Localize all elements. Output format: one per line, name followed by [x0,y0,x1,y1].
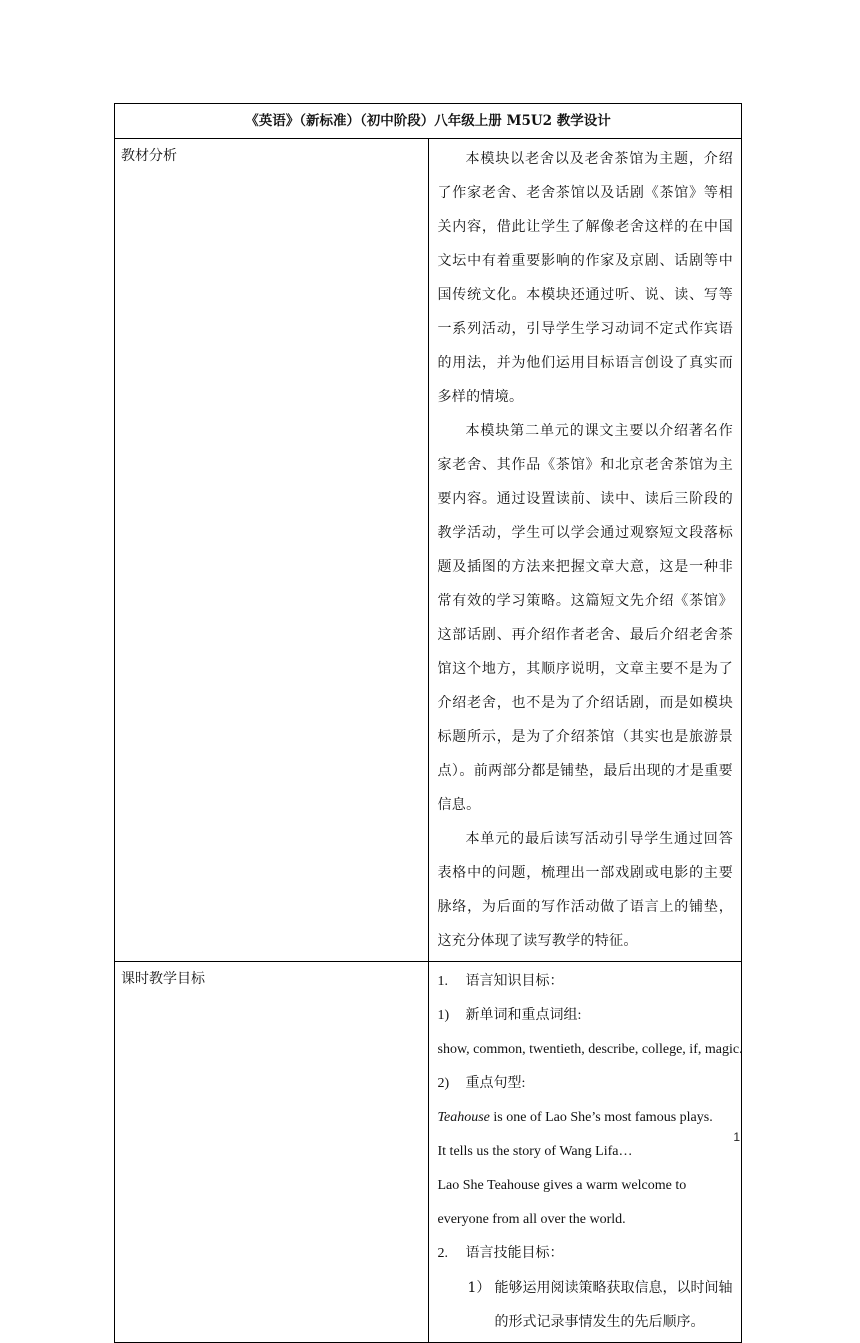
lesson-objectives-content [428,962,742,1343]
row-label-lesson-objectives: 课时教学目标 [115,962,429,1343]
sub-objective-number: 2) [437,1076,450,1091]
sub-objective [438,999,734,1033]
key-sentence: Lao She Teahouse gives a warm welcome to everyone from all over the world. [437,1178,687,1227]
objective-number: 2. [437,1246,448,1261]
key-sentence-italic: Teahouse [437,1110,490,1125]
skill-text: 能够运用阅读策略获取信息，以时间轴的形式记录事情发生的先后顺序。 [494,1280,733,1330]
table-row [115,962,742,1343]
key-sentence [438,1101,734,1135]
table-row [115,139,742,962]
lesson-plan-table [114,103,742,1343]
objective-number: 1. [437,974,448,989]
sub-objective-text: 重点句型: [465,1076,526,1091]
objective-text: 语言知识目标： [465,974,564,989]
row-label-textbook-analysis: 教材分析 [115,139,429,962]
sub-objective-number: 1) [437,1008,450,1023]
vocabulary-list: show, common, twentieth, describe, college, if, magic. [437,1042,743,1057]
analysis-paragraph: 本单元的最后读写活动引导学生通过回答表格中的问题，梳理出一部戏剧或电影的主要脉络，为后面的写作活动做了语言上的铺垫，这充分体现了读写教学的特征。 [437,831,733,949]
skill-number: 1） [467,1280,491,1296]
key-sentence: It tells us the story of Wang Lifa… [437,1144,633,1159]
sub-objective [438,1067,734,1101]
sub-objective-text: 新单词和重点词组: [465,1008,582,1023]
objective-text: 语言技能目标： [465,1246,564,1261]
page-number: 1 [733,1130,740,1144]
objective-heading [438,965,734,999]
key-sentence-text: is one of Lao She’s most famous plays. [489,1110,713,1125]
objective-heading [438,1237,734,1271]
analysis-paragraph: 本模块第二单元的课文主要以介绍著名作家老舍、其作品《茶馆》和北京老舍茶馆为主要内容。通过设置读前、读中、读后三阶段的教学活动，学生可以学会通过观察短文段落标题及插图的方法来把握文章大意，这是一种非常有效的学习策略。这篇短文先介绍《茶馆》这部话剧、再介绍作者老舍、最后介绍老舍茶馆这个地方，其顺序说明，文章主要不是为了介绍老舍，也不是为了介绍话剧，而是如模块标题所示，是为了介绍茶馆（其实也是旅游景点）。前两部分都是铺垫，最后出现的才是重要信息。 [437,423,733,813]
skill-item [438,1271,734,1339]
table-title-row [115,104,742,139]
analysis-paragraph: 本模块以老舍以及老舍茶馆为主题，介绍了作家老舍、老舍茶馆以及话剧《茶馆》等相关内容，借此让学生了解像老舍这样的在中国文坛中有着重要影响的作家及京剧、话剧等中国传统文化。本模块还通过听、说、读、写等一系列活动，引导学生学习动词不定式作宾语的用法，并为他们运用目标语言创设了真实而多样的情境。 [437,151,733,405]
textbook-analysis-content [428,139,742,962]
document-title: 《英语》（新标准）（初中阶段）八年级上册 M5U2 教学设计 [115,104,742,139]
